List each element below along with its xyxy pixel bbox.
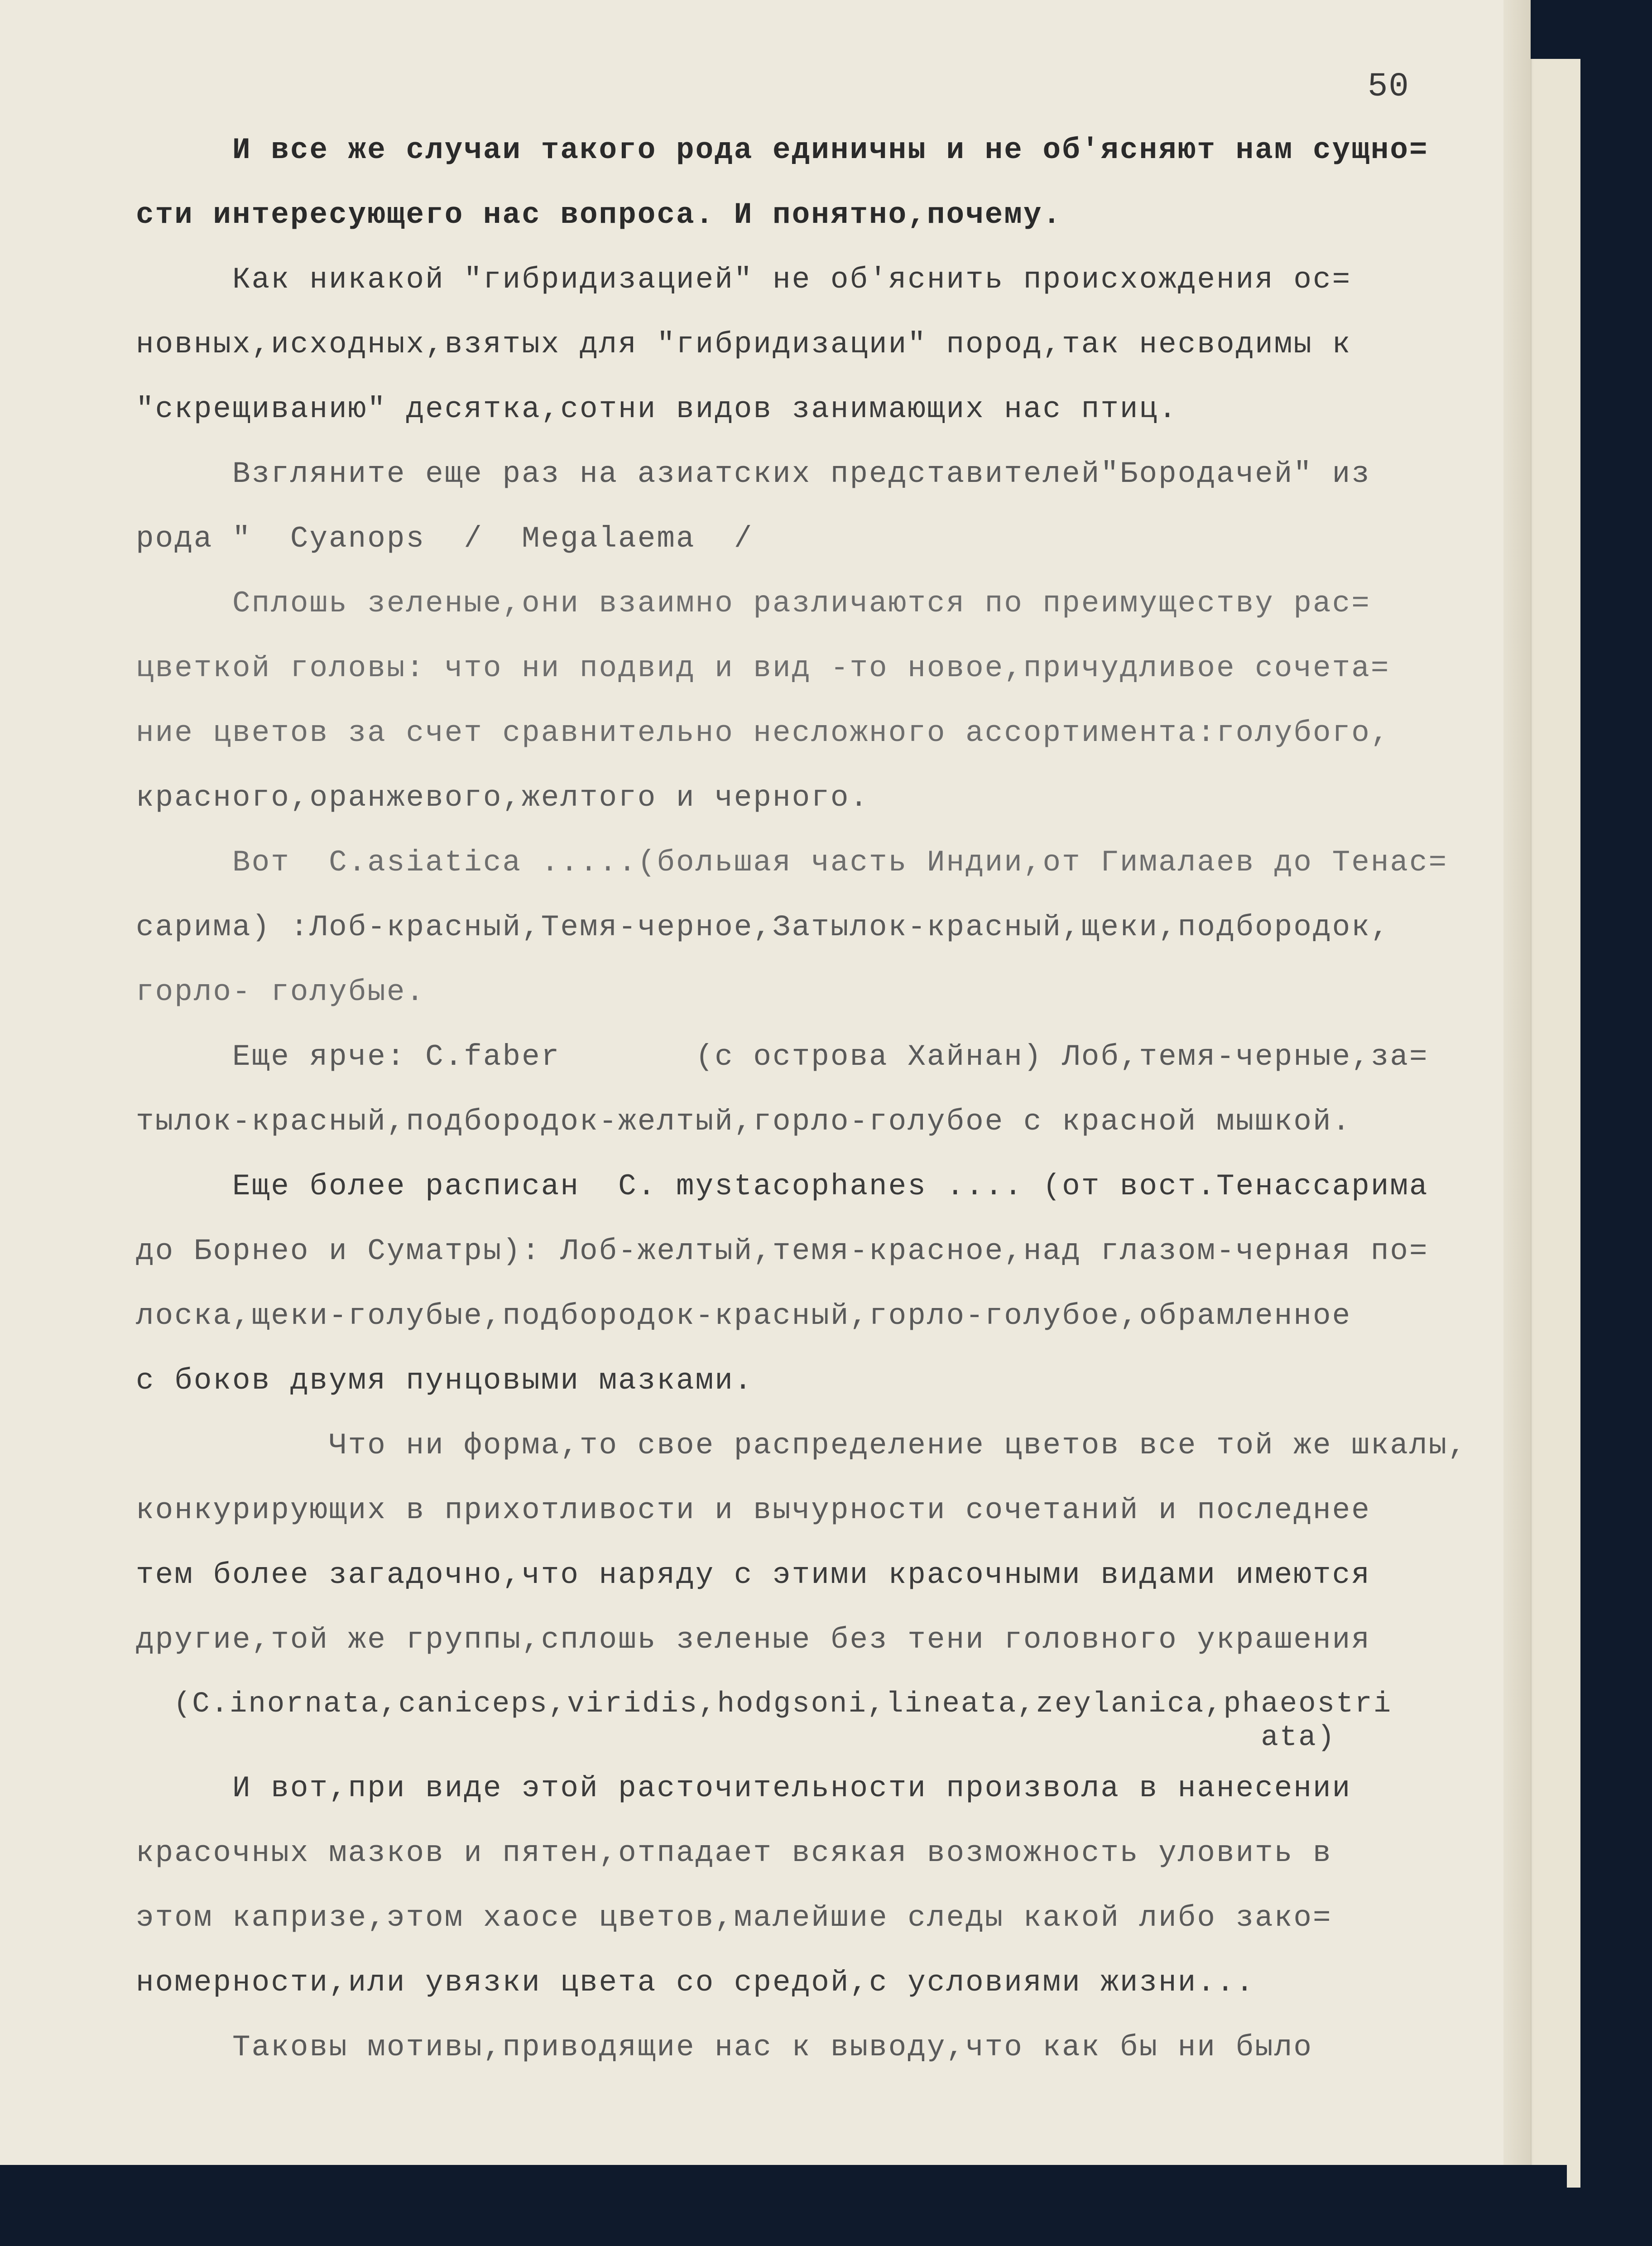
text-line: другие,той же группы,сплошь зеленые без тени головного украшения [136,1623,1371,1657]
text-line: лоска,щеки-голубые,подбородок-красный,горло-голубое,обрамленное [136,1299,1352,1333]
text-line: И все же случаи такого рода единичны и не об'ясняют нам сущно= [136,133,1429,167]
text-line: цветкой головы: что ни подвид и вид -то новое,причудливое сочета= [136,651,1390,685]
page-number: 50 [1368,68,1410,106]
text-line: конкурирующих в прихотливости и вычурности сочетаний и последнее [136,1493,1371,1527]
text-line: тылок-красный,подбородок-желтый,горло-голубое с красной мышкой. [136,1105,1352,1139]
page-text [136,118,1494,2080]
text-line: Сплошь зеленые,они взаимно различаются по преимуществу рас= [136,587,1371,620]
text-line: новных,исходных,взятых для "гибридизации" пород,так несводимы к [136,327,1352,361]
text-line: красного,оранжевого,желтого и черного. [136,781,869,815]
text-line: сарима) :Лоб-красный,Темя-черное,Затылок-красный,щеки,подбородок, [136,910,1390,944]
text-line: ние цветов за счет сравнительно несложного ассортимента:голубого, [136,716,1390,750]
text-line: горло- голубые. [136,975,426,1009]
text-line: Еще более расписан C. mystacophanes .... (от вост.Тенассарима [136,1169,1429,1203]
text-line: Как никакой "гибридизацией" не об'яснить происхождения ос= [136,263,1352,297]
page-edge [1503,0,1531,2165]
text-line: "скрещиванию" десятка,сотни видов занимающих нас птиц. [136,392,1178,426]
text-line: номерности,или увязки цвета со средой,с условиями жизни... [136,1966,1255,2000]
text-line: тем более загадочно,что наряду с этими красочными видами имеются [136,1558,1371,1592]
text-line: рода " Cyanops / Megalaema / [136,522,754,556]
text-line: Еще ярче: C.faber (с острова Хайнан) Лоб,темя-черные,за= [136,1040,1429,1074]
text-line: до Борнео и Суматры): Лоб-желтый,темя-красное,над глазом-черная по= [136,1234,1429,1268]
text-line: сти интересующего нас вопроса. И понятно,почему. [136,198,1062,232]
background-right [1580,0,1652,2246]
text-line: с боков двумя пунцовыми мазками. [136,1364,754,1398]
text-line: Таковы мотивы,приводящие нас к выводу,что как бы ни было [136,2030,1313,2064]
text-line: Вот C.asiatica .....(большая часть Индии,от Гималаев до Тенас= [136,846,1448,880]
text-line: этом капризе,этом хаосе цветов,малейшие следы какой либо зако= [136,1901,1332,1935]
text-line: Что ни форма,то свое распределение цветов все той же шкалы, [136,1428,1467,1462]
text-line: (C.inornata,caniceps,viridis,hodgsoni,lineata,zeylanica,phaeostri [136,1688,1393,1721]
text-line: красочных мазков и пятен,отпадает всякая возможность уловить в [136,1836,1332,1870]
background-bottom [0,2165,1567,2246]
text-line: ata) [136,1722,1336,1754]
text-line: И вот,при виде этой расточительности произвола в нанесении [136,1771,1352,1805]
text-line: Взгляните еще раз на азиатских представителей"Бородачей" из [136,457,1371,491]
